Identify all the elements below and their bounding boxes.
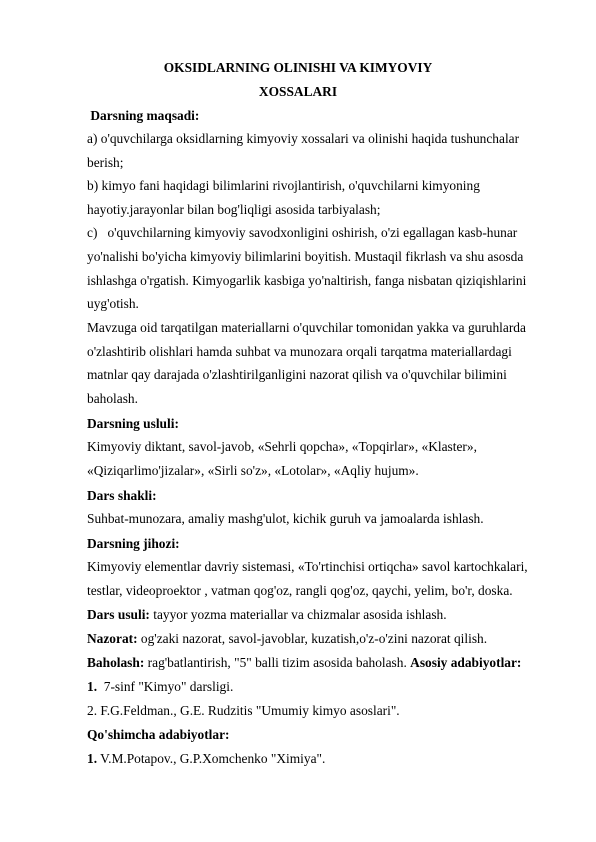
control-text: og'zaki nazorat, savol-javoblar, kuzatish,o'z-o'zini nazorat qilish.	[137, 631, 488, 646]
goal-line: o'zlashtirib olishlari hamda suhbat va munozara orqali tarqatma materiallardagi	[87, 344, 512, 359]
document-title-line-2: XOSSALARI	[258, 84, 338, 99]
goal-heading: Darsning maqsadi:	[87, 108, 200, 123]
control-line	[87, 631, 487, 647]
main-literature-item: 2. F.G.Feldman., G.E. Rudzitis "Umumiy kimyo asoslari".	[87, 703, 400, 718]
style-heading: Darsning usluli:	[87, 416, 179, 431]
goal-line: ishlashga o'rgatish. Kimyogarlik kasbiga yo'naltirish, fanga nisbatan qiziqishlarini	[87, 273, 527, 288]
grading-text: rag'batlantirish, "5" balli tizim asosida baholash.	[144, 655, 411, 670]
equipment-line: testlar, videoproektor , vatman qog'oz, rangli qog'oz, qaychi, yelim, bo'r, doska.	[87, 583, 513, 598]
style-line: «Qiziqarlimo'jizalar», «Sirli so'z», «Lotolar», «Aqliy hujum».	[87, 463, 419, 478]
goal-line: baholash.	[87, 391, 138, 406]
extra-literature-item: 1. V.M.Potapov., G.P.Xomchenko "Ximiya".	[87, 751, 326, 766]
goal-line: hayotiy.jarayonlar bilan bog'liqligi asosida tarbiyalash;	[87, 202, 381, 217]
goal-line: berish;	[87, 155, 124, 170]
goal-line: c) o'quvchilarning kimyoviy savodxonligini oshirish, o'zi egallagan kasb-hunar	[87, 225, 518, 240]
equipment-line: Kimyoviy elementlar davriy sistemasi, «To'rtinchisi ortiqcha» savol kartochkalari,	[87, 559, 528, 574]
extra-literature-heading: Qo'shimcha adabiyotlar:	[87, 727, 230, 742]
goal-line: a) o'quvchilarga oksidlarning kimyoviy xossalari va olinishi haqida tushunchalar	[87, 131, 520, 146]
goal-line: yo'nalishi bo'yicha kimyoviy bilimlarini boyitish. Mustaqil fikrlash va shu asosda	[87, 249, 524, 264]
method-text: tayyor yozma materiallar va chizmalar asosida ishlash.	[149, 607, 447, 622]
main-literature-heading: Asosiy adabiyotlar:	[410, 655, 522, 670]
form-heading: Dars shakli:	[87, 488, 157, 503]
goal-line: b) kimyo fani haqidagi bilimlarini rivojlantirish, o'quvchilarni kimyoning	[87, 178, 480, 193]
grading-line	[87, 655, 521, 671]
main-literature-item: 1. 7-sinf "Kimyo" darsligi.	[87, 679, 234, 694]
document-title-line-1: OKSIDLARNING OLINISHI VA KIMYOVIY	[163, 60, 433, 75]
grading-label: Baholash:	[87, 655, 145, 670]
goal-line: uyg'otish.	[87, 296, 139, 311]
equipment-heading: Darsning jihozi:	[87, 536, 180, 551]
form-text: Suhbat-munozara, amaliy mashg'ulot, kichik guruh va jamoalarda ishlash.	[87, 511, 484, 526]
control-label: Nazorat:	[87, 631, 138, 646]
method-label: Dars usuli:	[87, 607, 150, 622]
style-line: Kimyoviy diktant, savol-javob, «Sehrli qopcha», «Topqirlar», «Klaster»,	[87, 439, 477, 454]
goal-line: Mavzuga oid tarqatilgan materiallarni o'quvchilar tomonidan yakka va guruhlarda	[87, 320, 526, 335]
method-line	[87, 607, 447, 623]
goal-line: matnlar qay darajada o'zlashtirilganligini nazorat qilish va o'quvchilar bilimini	[87, 367, 507, 382]
